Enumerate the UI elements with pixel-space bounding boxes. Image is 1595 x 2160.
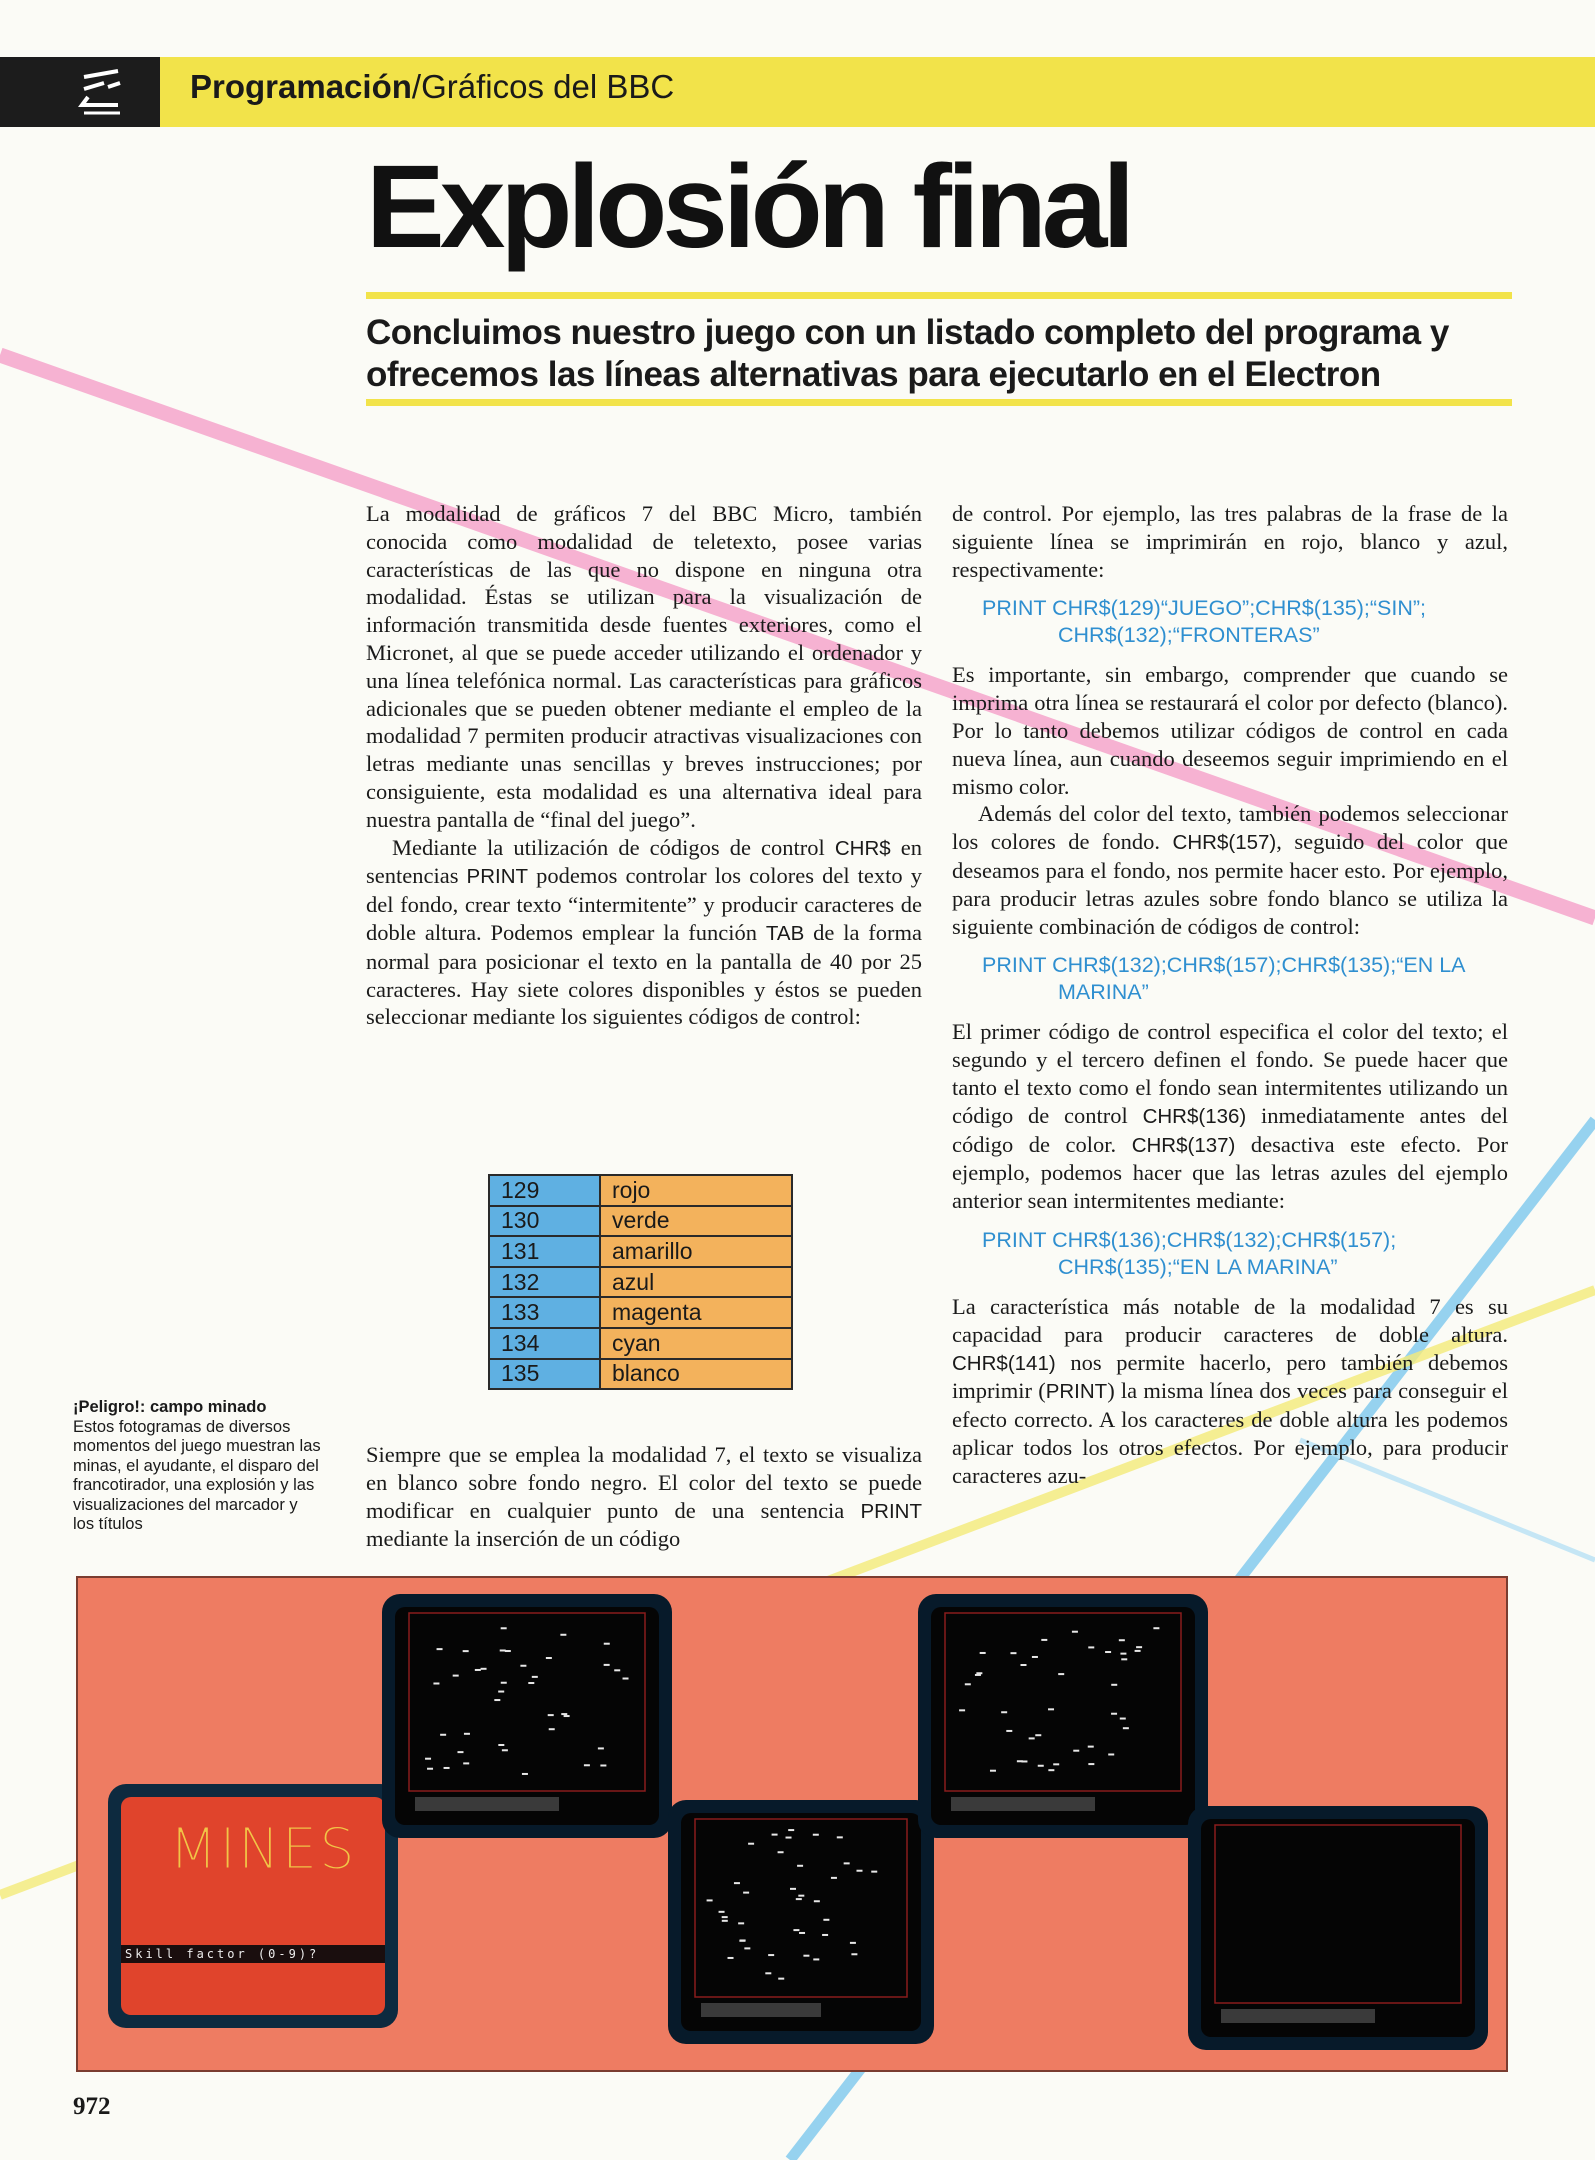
mine [1038, 1765, 1044, 1767]
mine [768, 1954, 774, 1956]
mine [1088, 1763, 1094, 1765]
mine [437, 1648, 443, 1650]
page-title: Explosión final [366, 141, 1131, 273]
paragraph: de control. Por ejemplo, las tres palabras de la frase de la siguiente línea se imprimirán en rojo, blanco y azul, respectivamente: [952, 501, 1508, 582]
minefield-graphic [395, 1607, 659, 1825]
game-screenshots-panel [76, 1576, 1508, 2072]
text-column-1 [366, 500, 922, 1031]
paragraph: La modalidad de gráficos 7 del BBC Micro, también conocida como modalidad de teletexto, posee varias características de las que no dispone en ninguna otra modalidad. Éstas se utilizan para la visualización de información transmitida desde fuentes exteriores, como el Micronet, al que se puede acceder utilizando el ordenador y una línea telefónica normal. Las características para gráficos adicionales que se pueden obtener mediante el empleo de la modalidad 7 permiten producir atractivas visualizaciones con letras mediante unas sencillas y breves instrucciones; por consiguiente, esta modalidad es una alternativa ideal para nuestra pantalla de “final del juego”. [366, 501, 922, 832]
mine [502, 1749, 508, 1751]
paragraph [952, 800, 1508, 940]
title-screen [108, 1784, 398, 2028]
code-line: CHR$(132);“FRONTERAS” [1058, 623, 1320, 648]
mine [1088, 1646, 1094, 1648]
text-column-2 [952, 500, 1508, 1490]
mine [1123, 1727, 1129, 1729]
game-title: MINES [169, 1817, 357, 1882]
mine [822, 1934, 828, 1936]
minefield-graphic [681, 1813, 921, 2031]
mine [604, 1643, 610, 1645]
mine [1121, 1658, 1127, 1660]
minefield-border [695, 1819, 907, 1997]
mine [1088, 1746, 1094, 1748]
mine [549, 1728, 555, 1730]
text: , seguido del color que deseamos para el fondo, nos permite hacer esto. Por ejemplo, para producir letras azules sobre fondo blanco se utiliza la siguiente combinación de códigos de control: [952, 829, 1508, 939]
mine [1119, 1639, 1125, 1641]
mine [851, 1953, 857, 1955]
mine [850, 1942, 856, 1944]
mine [793, 1929, 799, 1931]
game-screen-explosion [668, 1800, 934, 2044]
paragraph [952, 1018, 1508, 1215]
mine [1111, 1713, 1117, 1715]
mine [719, 1911, 725, 1913]
color-name: amarillo [600, 1236, 792, 1267]
mine [739, 1940, 745, 1942]
text: La característica más notable de la modalidad 7 es su capacidad para producir caracteres de doble altura. [952, 1293, 1508, 1347]
keyword: PRINT [466, 865, 529, 889]
code-line: MARINA” [1058, 980, 1149, 1005]
minefield-graphic [931, 1607, 1195, 1825]
mine [778, 1978, 784, 1980]
table-row [489, 1328, 792, 1359]
mine [494, 1699, 500, 1701]
text: ) la misma línea dos veces para conseguir el efecto correcto. A los caracteres de doble altura les podemos aplicar todos los otros efectos. Por ejemplo, para producir caracteres azu- [952, 1378, 1508, 1488]
paragraph [366, 1441, 922, 1553]
code-line: CHR$(135);“EN LA MARINA” [1058, 1254, 1338, 1279]
mine [1035, 1734, 1041, 1736]
table-row [489, 1297, 792, 1328]
mine [444, 1767, 450, 1769]
mine [501, 1682, 507, 1684]
color-code-table [488, 1174, 793, 1390]
color-code: 130 [489, 1206, 600, 1237]
caption-title: ¡Peligro!: campo minado [73, 1398, 267, 1416]
color-code: 135 [489, 1359, 600, 1390]
section-header [190, 68, 674, 106]
mine [584, 1764, 590, 1766]
text: Siempre que se emplea la modalidad 7, el texto se visualiza en blanco sobre fondo negro. El color del texto se puede modificar en cualquier punto de una sentencia [366, 1442, 922, 1523]
mine [1048, 1708, 1054, 1710]
mine [748, 1843, 754, 1845]
mine [799, 1932, 805, 1934]
mine [856, 1870, 862, 1872]
color-code: 134 [489, 1328, 600, 1359]
section-logo [0, 57, 160, 127]
mine [561, 1713, 567, 1715]
text-column-1-end [366, 1441, 922, 1553]
mine [1120, 1718, 1126, 1720]
mine [1021, 1760, 1027, 1762]
minefield-border [945, 1613, 1181, 1791]
mine [722, 1916, 728, 1918]
mine [831, 1877, 837, 1879]
color-code: 132 [489, 1267, 600, 1298]
mine [980, 1652, 986, 1654]
mine [560, 1634, 566, 1636]
code-line: PRINT CHR$(129)“JUEGO”;CHR$(135);“SIN”; [982, 596, 1427, 621]
mine [959, 1709, 965, 1711]
mine [790, 1888, 796, 1890]
mine [501, 1627, 507, 1629]
mine [1072, 1631, 1078, 1633]
mine [707, 1899, 713, 1901]
scoreboard [701, 2003, 821, 2017]
mine [564, 1715, 570, 1717]
mine [1111, 1684, 1117, 1686]
mine [813, 1834, 819, 1836]
mine [1120, 1653, 1126, 1655]
mine [990, 1770, 996, 1772]
text: mediante la inserción de un código [366, 1526, 681, 1552]
mine [1136, 1646, 1142, 1648]
mine [772, 1834, 778, 1836]
mine [778, 1851, 784, 1853]
mine [837, 1836, 843, 1838]
table-row [489, 1175, 792, 1206]
mine [1020, 1664, 1026, 1666]
mine [505, 1650, 511, 1652]
code-line: PRINT CHR$(136);CHR$(132);CHR$(157); [982, 1227, 1397, 1252]
caption-text: Estos fotogramas de diversos momentos del juego muestran las minas, el ayudante, el disparo del francotirador, una explosión y las visualizaciones del marcador y los títulos [73, 1417, 321, 1533]
keyword: PRINT [1045, 1380, 1108, 1404]
mine [796, 1898, 802, 1900]
section-subname: /Gráficos del BBC [411, 68, 675, 105]
keyword: CHR$(141) [952, 1351, 1056, 1375]
mine [1032, 1656, 1038, 1658]
game-screen-sniper [918, 1594, 1208, 1838]
subtitle: Concluimos nuestro juego con un listado completo del programa y ofrecemos las líneas alternativas para ejecutarlo en el Electron [366, 313, 1449, 394]
color-name: rojo [600, 1175, 792, 1206]
skill-prompt: Skill factor (0-9)? [121, 1945, 385, 1963]
keyword: PRINT [860, 1499, 922, 1523]
text: nos permite hacerlo, pero también debemos imprimir ( [952, 1349, 1508, 1404]
game-screen-mines [382, 1594, 672, 1838]
keyword: TAB [765, 921, 805, 945]
minefield-border [1215, 1825, 1461, 2003]
mine [498, 1744, 504, 1746]
mine [440, 1734, 446, 1736]
subtitle-rule-top [366, 292, 1512, 299]
mine [738, 1922, 744, 1924]
keyword: CHR$(137) [1131, 1133, 1236, 1157]
color-code: 129 [489, 1175, 600, 1206]
mine [728, 1957, 734, 1959]
mine [844, 1862, 850, 1864]
mine [1058, 1673, 1064, 1675]
mine [604, 1664, 610, 1666]
paragraph [952, 1293, 1508, 1490]
text: desactiva este efecto. Por ejemplo, podemos hacer que las letras azules del ejemplo anterior sean intermitentes mediante: [952, 1131, 1508, 1214]
mine [498, 1691, 504, 1693]
mine [1105, 1651, 1111, 1653]
mine [1001, 1711, 1007, 1713]
mine [532, 1676, 538, 1678]
game-screen-empty [1188, 1806, 1488, 2050]
mine [500, 1649, 506, 1651]
color-name: verde [600, 1206, 792, 1237]
table-row [489, 1359, 792, 1390]
paragraph: Es importante, sin embargo, comprender que cuando se imprima otra línea se restaurará el color por defecto (blanco). Por lo tanto debemos utilizar códigos de control en cada nueva línea, aun cuando deseemos seguir imprimiendo en el mismo color. [952, 662, 1508, 799]
mine [814, 1900, 820, 1902]
mine [823, 1919, 829, 1921]
table-row [489, 1206, 792, 1237]
minefield-border [409, 1613, 645, 1791]
mine [871, 1871, 877, 1873]
text: en sentencias [366, 834, 922, 889]
computer-program-icon [78, 69, 124, 115]
mine [1041, 1639, 1047, 1641]
minefield-graphic [1201, 1819, 1475, 2037]
mine [463, 1650, 469, 1652]
mine [457, 1751, 463, 1753]
keyword: CHR$ [834, 836, 891, 860]
color-name: cyan [600, 1328, 792, 1359]
text: podemos controlar los colores del texto y del fondo, crear texto “intermitente” y producir caracteres de doble altura. Podemos emplear la función [366, 863, 922, 945]
mine [1073, 1750, 1079, 1752]
mine [743, 1892, 749, 1894]
color-code: 133 [489, 1297, 600, 1328]
color-name: azul [600, 1267, 792, 1298]
mine [1153, 1627, 1159, 1629]
mine [1029, 1737, 1035, 1739]
mine [722, 1920, 728, 1922]
mine [427, 1768, 433, 1770]
mine [1006, 1730, 1012, 1732]
mine [598, 1747, 604, 1749]
code-example-3 [982, 1227, 1508, 1281]
mine [813, 1958, 819, 1960]
mine [548, 1714, 554, 1716]
mine [788, 1829, 794, 1831]
keyword: CHR$(136) [1142, 1104, 1247, 1128]
color-name: magenta [600, 1297, 792, 1328]
mine [464, 1733, 470, 1735]
code-example-1 [982, 595, 1508, 649]
mine [976, 1672, 982, 1674]
text: Mediante la utilización de códigos de control [392, 834, 835, 860]
mine [1108, 1753, 1114, 1755]
mine [623, 1678, 629, 1680]
mine [1135, 1650, 1141, 1652]
mine [600, 1765, 606, 1767]
mine [433, 1682, 439, 1684]
mine [744, 1947, 750, 1949]
mine [546, 1657, 552, 1659]
code-example-2 [982, 952, 1508, 1006]
mine [522, 1773, 528, 1775]
scoreboard [1221, 2009, 1375, 2023]
mine [1048, 1769, 1054, 1771]
mine [734, 1882, 740, 1884]
mine [1010, 1652, 1016, 1654]
text: Además del color del texto, también podemos seleccionar los colores de fondo. [952, 801, 1508, 855]
mine [803, 1955, 809, 1957]
mine [965, 1683, 971, 1685]
mine [528, 1682, 534, 1684]
mine [798, 1895, 804, 1897]
mine [520, 1665, 526, 1667]
mine [797, 1865, 803, 1867]
code-line: PRINT CHR$(132);CHR$(157);CHR$(135);“EN LA [982, 953, 1466, 978]
subtitle-rule-bottom [366, 399, 1512, 406]
text: El primer código de control especifica el color del texto; el segundo y el tercero definen el fondo. Se puede hacer que tanto el texto como el fondo sean intermitentes utilizando un código de control [952, 1019, 1508, 1128]
table-row [489, 1236, 792, 1267]
text: inmediatamente antes del código de color. [952, 1102, 1508, 1157]
mine [463, 1762, 469, 1764]
section-name: Programación [190, 68, 412, 105]
scoreboard [951, 1797, 1095, 1811]
mine [481, 1668, 487, 1670]
page-number: 972 [73, 2093, 111, 2120]
keyword: CHR$(157) [1172, 831, 1277, 855]
mine [786, 1837, 792, 1839]
mine [975, 1674, 981, 1676]
table-row [489, 1267, 792, 1298]
mine [614, 1669, 620, 1671]
paragraph [366, 834, 922, 1032]
mine [475, 1669, 481, 1671]
color-name: blanco [600, 1359, 792, 1390]
figure-caption [73, 1398, 323, 1535]
mine [425, 1758, 431, 1760]
scoreboard [415, 1797, 559, 1811]
color-code: 131 [489, 1236, 600, 1267]
mine [765, 1972, 771, 1974]
mine [1053, 1763, 1059, 1765]
text: de la forma normal para posicionar el texto en la pantalla de 40 por 25 caracteres. Hay siete colores disponibles y éstos se pueden seleccionar mediante los siguientes códigos de control: [366, 919, 923, 1030]
mine [453, 1675, 459, 1677]
